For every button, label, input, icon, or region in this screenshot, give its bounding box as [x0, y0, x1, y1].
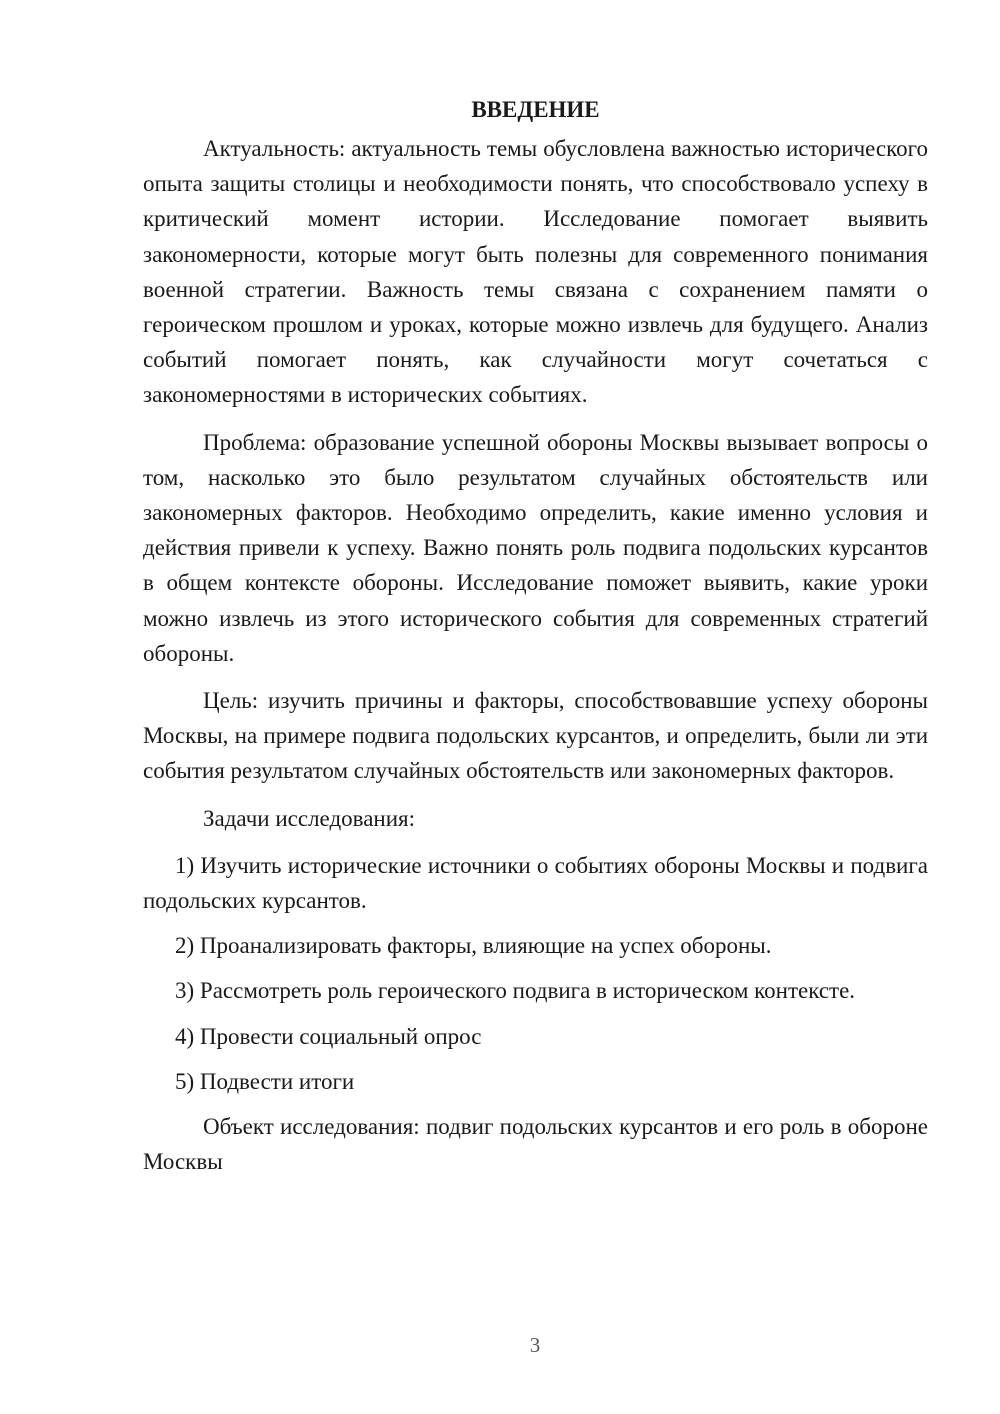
task-item: 3) Рассмотреть роль героического подвига в историческом контексте.: [175, 978, 856, 1004]
paragraph-object: Объект исследования: подвиг подольских курсантов и его роль в обороне Москвы: [143, 1114, 928, 1175]
task-item: 2) Проанализировать факторы, влияющие на успех обороны.: [175, 933, 772, 959]
paragraph-tasks-heading: Задачи исследования:: [203, 805, 416, 831]
paragraph-goal: Цель: изучить причины и факторы, способствовавшие успеху обороны Москвы, на примере подвига подольских курсантов, и определить, были ли эти события результатом случайных обстоятельств или закономерных факторов.: [143, 688, 928, 784]
document-page: [143, 92, 928, 1191]
task-item: 1) Изучить исторические источники о событиях обороны Москвы и подвига подольских курсантов.: [143, 852, 928, 914]
section-title: ВВЕДЕНИЕ: [471, 97, 600, 122]
page-number: 3: [529, 1333, 541, 1357]
paragraph-relevance: Актуальность: актуальность темы обусловлена важностью исторического опыта защиты столицы и необходимости понять, что способствовало успеху в критический момент истории. Исследование помогает выявить закономерности, которые могут быть полезны для современного понимания военной стратегии. Важность темы связана с сохранением памяти о героическом прошлом и уроках, которые можно извлечь для будущего. Анализ событий помогает понять, как случайности могут сочетаться с закономерностями в исторических событиях.: [143, 136, 928, 408]
task-item: 5) Подвести итоги: [175, 1068, 355, 1094]
task-item: 4) Провести социальный опрос: [175, 1023, 482, 1049]
paragraph-problem: Проблема: образование успешной обороны Москвы вызывает вопросы о том, насколько это было результатом случайных обстоятельств или закономерных факторов. Необходимо определить, какие именно условия и действия привели к успеху. Важно понять роль подвига подольских курсантов в общем контексте обороны. Исследование поможет выявить, какие уроки можно извлечь из этого исторического события для современных стратегий обороны.: [143, 429, 928, 666]
